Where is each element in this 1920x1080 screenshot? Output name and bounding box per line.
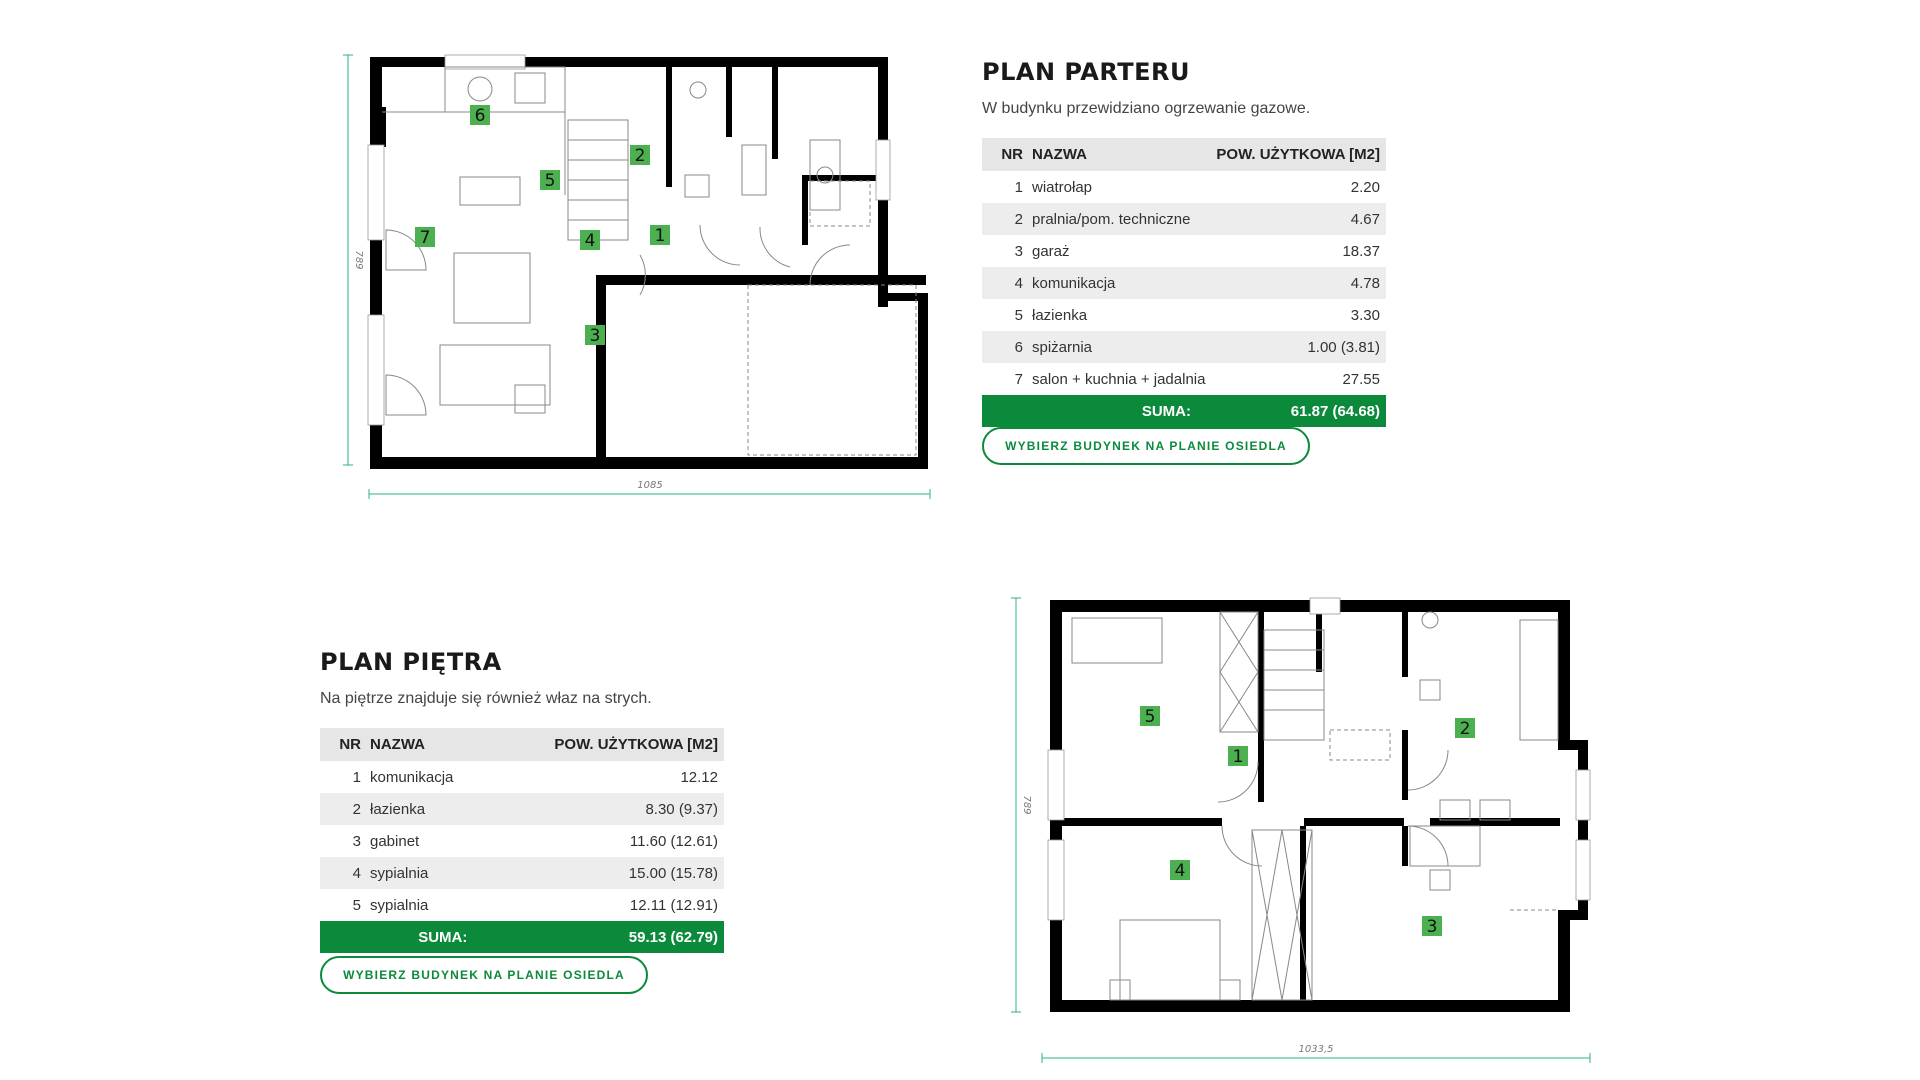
room-label-2 xyxy=(1455,718,1475,739)
upper-floor-info xyxy=(320,648,740,953)
row-area: 4.67 xyxy=(1211,203,1386,235)
header-area: POW. UŻYTKOWA [M2] xyxy=(1211,138,1386,171)
svg-text:5: 5 xyxy=(544,171,556,191)
header-name: NAZWA xyxy=(1031,138,1211,171)
svg-text:5: 5 xyxy=(1144,707,1156,727)
header-area: POW. UŻYTKOWA [M2] xyxy=(487,728,724,761)
row-nr: 4 xyxy=(982,267,1031,299)
row-nr: 3 xyxy=(352,832,361,850)
row-name: gabinet xyxy=(370,832,420,850)
row-nr: 1 xyxy=(352,768,361,786)
table-row xyxy=(320,825,724,857)
header-nr: NR xyxy=(982,138,1031,171)
room-label-3 xyxy=(585,325,605,346)
svg-text:4: 4 xyxy=(584,231,596,251)
width-dimension-label: 1085 xyxy=(637,480,663,491)
table-sum-row xyxy=(982,395,1386,427)
room-label-4 xyxy=(580,230,600,251)
table-row xyxy=(982,171,1386,203)
row-area: 12.11 (12.91) xyxy=(629,896,718,914)
row-name: komunikacja xyxy=(370,768,454,786)
row-name: pralnia/pom. techniczne xyxy=(1031,203,1211,235)
table-row xyxy=(982,235,1386,267)
row-name: salon + kuchnia + jadalnia xyxy=(1032,370,1206,388)
header-nr: NR xyxy=(320,728,369,761)
ground-floor-title: PLAN PARTERU xyxy=(982,58,1190,86)
height-dimension xyxy=(1011,598,1032,1012)
room-label-2 xyxy=(630,145,650,166)
upper-floor-title: PLAN PIĘTRA xyxy=(320,648,502,676)
row-nr: 4 xyxy=(320,857,369,889)
height-dimension-label: 789 xyxy=(353,250,364,270)
room-label-7 xyxy=(415,227,435,248)
row-area: 3.30 xyxy=(1350,306,1380,324)
row-name: garaż xyxy=(1032,242,1070,260)
row-nr: 2 xyxy=(982,203,1031,235)
row-area: 1.00 (3.81) xyxy=(1211,331,1386,363)
row-nr: 2 xyxy=(320,793,369,825)
table-row xyxy=(982,267,1386,299)
upper-floor-plan xyxy=(1010,590,1610,1065)
svg-text:1: 1 xyxy=(1232,747,1244,767)
upper-floor-area-table xyxy=(320,728,724,953)
choose-building-button-ground[interactable]: WYBIERZ BUDYNEK NA PLANIE OSIEDLA xyxy=(982,427,1310,465)
svg-text:1: 1 xyxy=(654,226,666,246)
row-area: 11.60 (12.61) xyxy=(629,832,718,850)
room-label-6 xyxy=(470,105,490,126)
ground-floor-area-table xyxy=(982,138,1386,427)
upper-floor-description: Na piętrze znajduje się również właz na strych. xyxy=(320,690,652,707)
svg-text:3: 3 xyxy=(1426,917,1438,937)
width-dimension xyxy=(1042,1044,1590,1063)
sum-label: SUMA: xyxy=(369,921,487,953)
row-name: wiatrołap xyxy=(1032,178,1093,196)
table-sum-row xyxy=(320,921,724,953)
svg-text:4: 4 xyxy=(1174,861,1186,881)
ground-floor-plan xyxy=(340,45,950,505)
sum-label: SUMA: xyxy=(1031,395,1211,427)
row-nr: 3 xyxy=(1014,242,1023,260)
sum-value: 61.87 (64.68) xyxy=(1211,395,1386,427)
header-name: NAZWA xyxy=(369,728,487,761)
table-header xyxy=(982,138,1386,171)
room-label-5 xyxy=(540,170,560,191)
room-label-4 xyxy=(1170,860,1190,881)
height-dimension-label: 789 xyxy=(1021,795,1032,815)
height-dimension xyxy=(343,55,364,465)
row-name: łazienka xyxy=(1032,306,1088,324)
svg-text:2: 2 xyxy=(634,146,646,166)
ground-floor-description: W budynku przewidziano ogrzewanie gazowe. xyxy=(982,100,1311,117)
table-row xyxy=(320,889,724,921)
ground-floor-info xyxy=(982,58,1402,427)
width-dimension xyxy=(369,480,930,499)
row-area: 2.20 xyxy=(1350,178,1380,196)
table-row xyxy=(982,363,1386,395)
row-name: sypialnia xyxy=(370,896,429,914)
table-row xyxy=(320,761,724,793)
row-area: 18.37 xyxy=(1342,242,1380,260)
table-row xyxy=(982,203,1386,235)
row-nr: 5 xyxy=(352,896,361,914)
room-label-1 xyxy=(1228,746,1248,767)
row-area: 12.12 xyxy=(680,768,718,786)
row-area: 4.78 xyxy=(1211,267,1386,299)
table-row xyxy=(320,793,724,825)
row-name: komunikacja xyxy=(1031,267,1211,299)
table-row xyxy=(982,299,1386,331)
row-nr: 6 xyxy=(982,331,1031,363)
row-name: spiżarnia xyxy=(1031,331,1211,363)
row-area: 27.55 xyxy=(1342,370,1380,388)
svg-text:2: 2 xyxy=(1459,719,1471,739)
row-nr: 5 xyxy=(1014,306,1023,324)
row-nr: 7 xyxy=(1014,370,1023,388)
width-dimension-label: 1033,5 xyxy=(1298,1044,1334,1055)
room-label-1 xyxy=(650,225,670,246)
room-label-5 xyxy=(1140,706,1160,727)
svg-text:3: 3 xyxy=(589,326,601,346)
svg-text:7: 7 xyxy=(419,228,431,248)
svg-text:6: 6 xyxy=(474,106,486,126)
room-label-3 xyxy=(1422,916,1442,937)
sum-value: 59.13 (62.79) xyxy=(487,921,724,953)
row-name: sypialnia xyxy=(369,857,487,889)
row-area: 8.30 (9.37) xyxy=(487,793,724,825)
row-nr: 1 xyxy=(1014,178,1023,196)
choose-building-button-upper[interactable]: WYBIERZ BUDYNEK NA PLANIE OSIEDLA xyxy=(320,956,648,994)
table-row xyxy=(982,331,1386,363)
row-name: łazienka xyxy=(369,793,487,825)
table-header xyxy=(320,728,724,761)
table-row xyxy=(320,857,724,889)
row-area: 15.00 (15.78) xyxy=(487,857,724,889)
